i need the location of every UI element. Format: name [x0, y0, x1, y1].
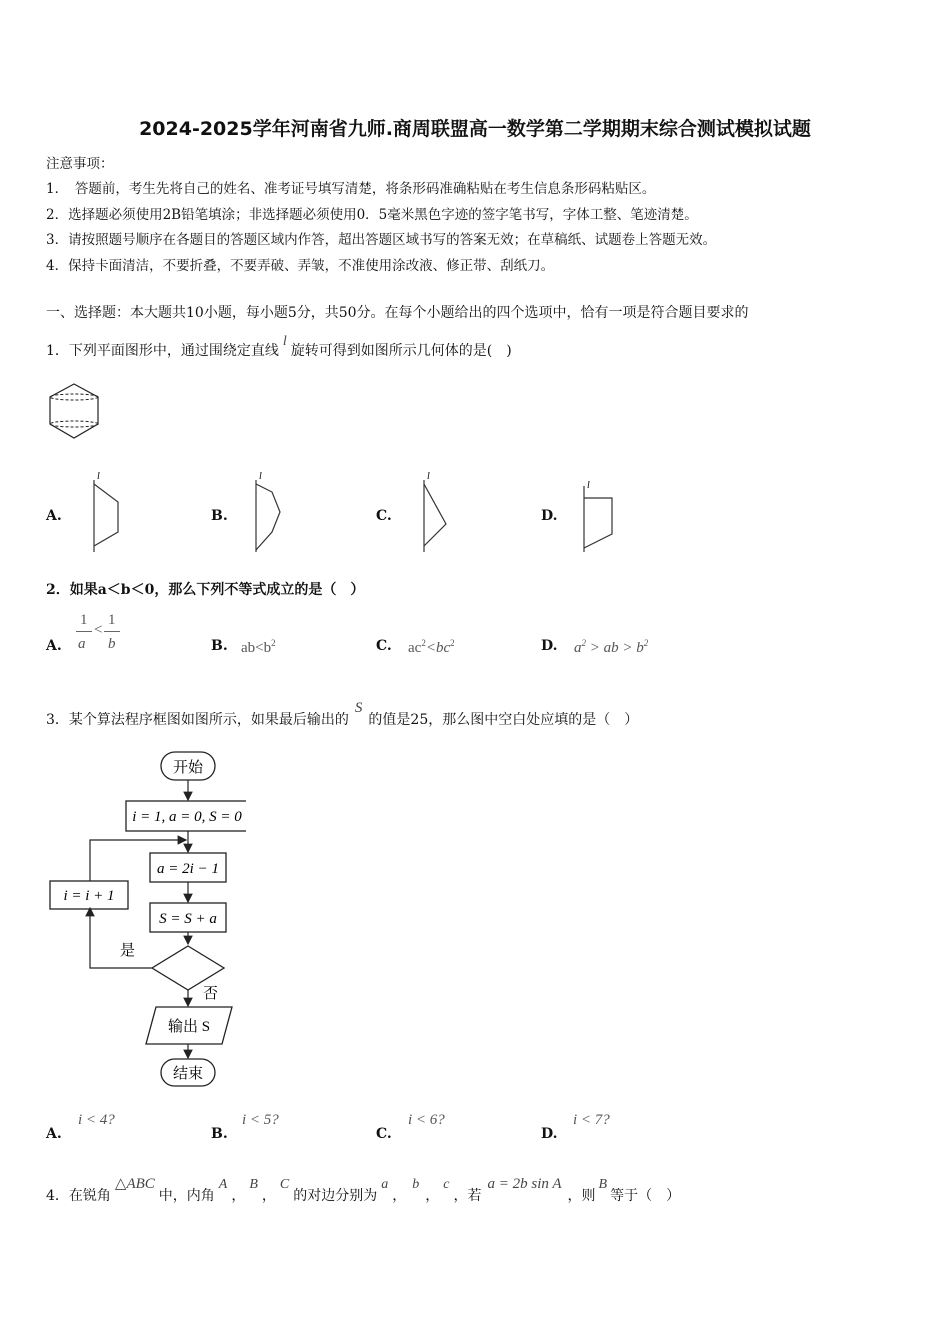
q4-var-b: B	[249, 1177, 258, 1192]
q4-side-c: c	[443, 1177, 450, 1192]
question-4-stem	[46, 1176, 681, 1205]
q4-var-c: C	[279, 1177, 290, 1192]
q3-text-after: 的值是25，那么图中空白处应填的是（ ）	[368, 712, 639, 728]
fraction-denominator: a	[78, 636, 86, 652]
q4-text: ，则	[567, 1188, 596, 1204]
q2-option-b[interactable]: B.	[211, 638, 228, 654]
flow-output-label: 输出 S	[167, 1019, 211, 1035]
fraction-numerator: 1	[108, 612, 116, 628]
q3-var: S	[354, 700, 363, 716]
question-2-stem: 2．如果a＜b＜0，那么下列不等式成立的是（ ）	[46, 582, 365, 598]
axis-label: l	[587, 480, 590, 491]
q4-comma: ，	[231, 1188, 246, 1204]
flow-no-label: 否	[203, 986, 219, 1002]
flow-start-label: 开始	[172, 760, 204, 776]
q2-option-d-expr: $a^2$ > ab > $b^2$	[574, 638, 649, 656]
question-1-stem	[46, 334, 512, 360]
q1-option-a[interactable]: A.	[46, 508, 62, 524]
q4-text: 的对边分别为	[293, 1188, 378, 1204]
q1-option-c[interactable]: C.	[376, 508, 392, 524]
q4-side-b: b	[412, 1177, 420, 1192]
notice-item: 4．保持卡面清洁，不要折叠，不要弄破、弄皱，不准使用涂改液、修正带、刮纸刀。	[46, 258, 555, 274]
q1-text-before: 1．下列平面图形中，通过围绕定直线	[46, 343, 279, 359]
q2-option-a[interactable]: A.	[46, 638, 62, 654]
flow-yes-label: 是	[120, 943, 136, 959]
q3-option-b[interactable]: B.	[211, 1126, 228, 1142]
q3-flowchart	[46, 748, 246, 1090]
question-3-stem	[46, 700, 639, 729]
q1-option-c-figure	[418, 470, 458, 554]
page-title: 2024-2025学年河南省九师.商周联盟高一数学第二学期期末综合测试模拟试题	[139, 118, 811, 140]
axis-label: l	[97, 471, 100, 482]
exponent: 2	[581, 638, 586, 648]
section-heading: 一、选择题：本大题共10小题，每小题5分，共50分。在每个小题给出的四个选项中，恰有一项是符合题目要求的	[46, 305, 749, 321]
q1-var: l	[282, 334, 287, 349]
q4-comma: ，	[425, 1188, 440, 1204]
q2-option-a-expr	[76, 612, 124, 660]
q1-option-b-figure	[250, 470, 290, 554]
q3-option-d[interactable]: D.	[541, 1126, 558, 1142]
q4-triangle: △ABC	[114, 1176, 155, 1192]
notice-item: 2．选择题必须使用2B铅笔填涂；非选择题必须使用0．5毫米黑色字迹的签字笔书写，字体工整、笔迹清楚。	[46, 207, 698, 223]
axis-label: l	[427, 471, 430, 482]
q2-option-d[interactable]: D.	[541, 638, 558, 654]
flow-end-label: 结束	[172, 1066, 204, 1082]
flow-init-label: i = 1, a = 0, S = 0	[132, 809, 242, 825]
q4-side-a: a	[381, 1177, 389, 1192]
q3-option-d-expr: i < 7?	[573, 1112, 610, 1128]
flow-step-a-label: a = 2i − 1	[157, 861, 219, 877]
q1-option-d[interactable]: D.	[541, 508, 558, 524]
q4-condition: a = 2b sin A	[487, 1176, 562, 1192]
q1-solid-figure	[46, 378, 106, 444]
q1-text-after: 旋转可得到如图所示几何体的是( )	[290, 343, 512, 359]
q3-option-a-expr: i < 4?	[78, 1112, 115, 1128]
exponent: 2	[450, 638, 455, 648]
q4-var-a: A	[218, 1177, 228, 1192]
notice-item: 1． 答题前，考生先将自己的姓名、准考证号填写清楚，将条形码准确粘贴在考生信息条形码粘贴区。	[46, 181, 656, 197]
q1-option-d-figure	[578, 478, 618, 554]
q2-option-c-expr: $ac^2<bc^2$	[408, 638, 455, 656]
notice-item: 3．请按照题号顺序在各题目的答题区域内作答，超出答题区域书写的答案无效；在草稿纸、试题卷上答题无效。	[46, 232, 717, 248]
fraction-denominator: b	[108, 636, 116, 652]
q4-text: 4．在锐角	[46, 1188, 111, 1204]
q3-option-c-expr: i < 6?	[408, 1112, 445, 1128]
flow-step-s-label: S = S + a	[159, 911, 217, 927]
fraction-numerator: 1	[80, 612, 88, 628]
exponent: 2	[643, 638, 649, 648]
q3-option-a[interactable]: A.	[46, 1126, 62, 1142]
less-than-sign: <	[94, 622, 103, 638]
flow-decision	[152, 946, 224, 990]
q2-option-b-expr	[241, 638, 276, 657]
expr-text: ab<b	[241, 640, 272, 656]
exponent: 2	[271, 638, 276, 648]
q2-option-c[interactable]: C.	[376, 638, 392, 654]
q4-comma: ，	[261, 1188, 276, 1204]
q4-var-b: B	[598, 1177, 608, 1192]
axis-label: l	[259, 471, 262, 482]
q3-option-c[interactable]: C.	[376, 1126, 392, 1142]
q4-text: 等于（ ）	[610, 1188, 681, 1204]
q4-comma: ，	[392, 1188, 407, 1204]
exponent: 2	[421, 638, 426, 648]
q1-option-b[interactable]: B.	[211, 508, 228, 524]
notice-heading: 注意事项：	[46, 156, 114, 172]
q4-text: ，若	[453, 1188, 482, 1204]
q3-text-before: 3．某个算法程序框图如图所示，如果最后输出的	[46, 712, 349, 728]
q1-option-a-figure	[88, 470, 128, 554]
q4-text: 中，内角	[158, 1188, 215, 1204]
flow-inc-label: i = i + 1	[63, 888, 115, 904]
q3-option-b-expr: i < 5?	[242, 1112, 279, 1128]
